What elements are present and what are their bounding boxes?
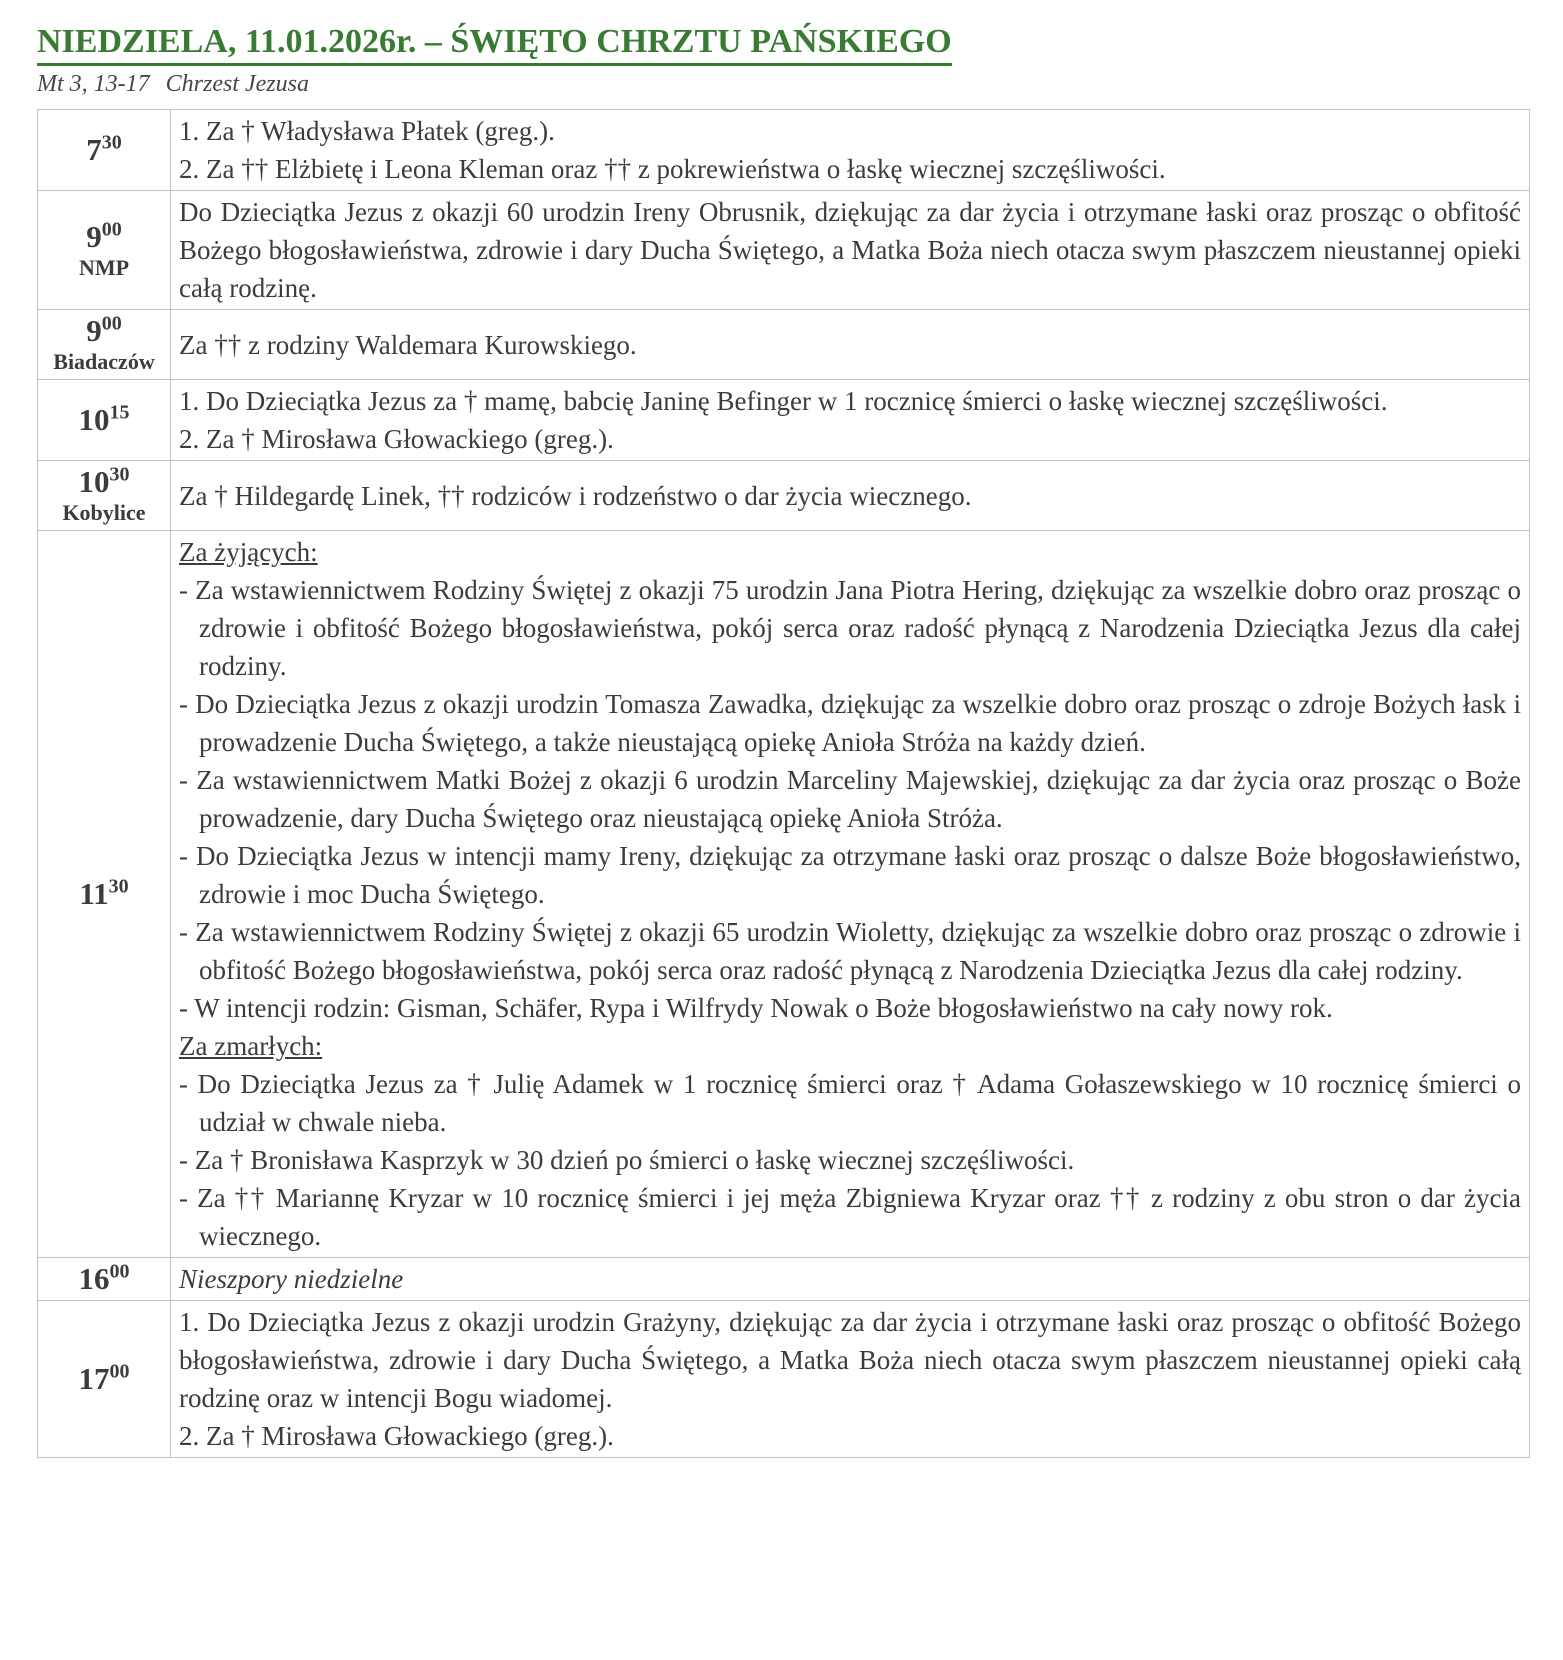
intention-item: - Do Dzieciątka Jezus za † Julię Adamek w 1 rocznicę śmierci oraz † Adama Gołaszewskiego w 10 rocznicę śmierci o udział w chwale nieba.: [179, 1069, 1521, 1138]
intentions-cell: [171, 531, 1530, 1258]
intention-item: 2. Za †† Elżbietę i Leona Kleman oraz †† z pokrewieństwa o łaskę wiecznej szczęśliwości.: [179, 154, 1166, 185]
mass-time-minutes: 00: [101, 312, 122, 335]
mass-time-hour: 16: [78, 1261, 110, 1297]
mass-place-label: Biadaczów: [53, 349, 155, 375]
mass-time-hour: 17: [78, 1361, 110, 1397]
schedule-row: [38, 191, 1530, 310]
schedule-row: [38, 1301, 1530, 1458]
intention-item: Za †† z rodziny Waldemara Kurowskiego.: [179, 329, 637, 360]
mass-time-hour: 9: [86, 313, 102, 349]
mass-time: [40, 1362, 168, 1396]
mass-time-hour: 9: [86, 218, 102, 254]
intentions-cell: [171, 110, 1530, 191]
intention-item: 1. Za † Władysława Płatek (greg.).: [179, 116, 555, 147]
intention-item: - Za wstawiennictwem Matki Bożej z okazji 6 urodzin Marceliny Majewskiej, dziękując za dar życia oraz prosząc o Boże prowadzenie, dary Ducha Świętego oraz nieustającą opiekę Anioła Stróża.: [179, 765, 1521, 834]
mass-time-hour: 11: [79, 876, 109, 912]
mass-time: [40, 220, 168, 254]
intention-item: - Za wstawiennictwem Rodziny Świętej z okazji 65 urodzin Wioletty, dziękując za wszelkie dobro oraz prosząc o zdrowie i obfitość Bożego błogosławieństwa, pokój serca oraz radość płynącą z Narodzenia Dzieciątka Jezus dla całej rodziny.: [179, 917, 1521, 986]
mass-time-minutes: 00: [109, 1260, 130, 1283]
intention-item: - Do Dzieciątka Jezus z okazji urodzin Tomasza Zawadka, dziękując za wszelkie dobro oraz prosząc o zdroje Bożych łask i prowadzenie Ducha Świętego, a także nieustającą opiekę Anioła Stróża na każdy dzień.: [179, 689, 1521, 758]
schedule-row: [38, 310, 1530, 380]
mass-intentions-table: [37, 109, 1530, 1458]
intention-item: Nieszpory niedzielne: [179, 1264, 404, 1295]
time-cell: [38, 191, 171, 310]
time-cell: [38, 461, 171, 531]
mass-time-minutes: 30: [108, 875, 129, 898]
mass-time-hour: 10: [78, 402, 110, 438]
gospel-pericope-title: Chrzest Jezusa: [165, 71, 309, 98]
schedule-body: [38, 110, 1530, 1458]
time-cell: [38, 531, 171, 1258]
schedule-row: [38, 110, 1530, 191]
time-cell: [38, 1301, 171, 1458]
feast-day-heading: NIEDZIELA, 11.01.2026r. – ŚWIĘTO CHRZTU PAŃSKIEGO: [37, 22, 952, 66]
mass-time-hour: 10: [78, 464, 110, 500]
time-cell: [38, 110, 171, 191]
intention-item: 2. Za † Mirosława Głowackiego (greg.).: [179, 424, 614, 455]
schedule-row: [38, 380, 1530, 461]
intention-item: Za zmarłych:: [179, 1031, 323, 1062]
intention-item: - Do Dzieciątka Jezus w intencji mamy Ireny, dziękując za otrzymane łaski oraz prosząc o dalsze Boże błogosławieństwo, zdrowie i moc Ducha Świętego.: [179, 841, 1521, 910]
mass-time: [40, 314, 168, 348]
mass-time: [40, 877, 168, 911]
mass-time-minutes: 15: [109, 401, 130, 424]
mass-time-hour: 7: [86, 132, 102, 168]
mass-place-label: Kobylice: [62, 500, 146, 526]
schedule-row: [38, 461, 1530, 531]
time-cell: [38, 310, 171, 380]
gospel-reference-line: [37, 71, 1530, 98]
intention-item: 1. Do Dzieciątka Jezus z okazji urodzin Grażyny, dziękując za dar życia i otrzymane łaski oraz prosząc o obfitość Bożego błogosławieństwa, zdrowie i dary Ducha Świętego, a Matka Boża niech otacza swym płaszczem nieustannej opieki całą rodzinę oraz w intencji Bogu wiadomej.: [179, 1307, 1521, 1414]
intentions-cell: [171, 461, 1530, 531]
mass-time: [40, 465, 168, 499]
schedule-row: [38, 531, 1530, 1258]
intention-item: 2. Za † Mirosława Głowackiego (greg.).: [179, 1421, 614, 1452]
mass-time: [40, 1262, 168, 1296]
intention-item: - Za † Bronisława Kasprzyk w 30 dzień po śmierci o łaskę wiecznej szczęśliwości.: [179, 1145, 1075, 1176]
mass-time-minutes: 30: [101, 131, 122, 154]
intentions-cell: [171, 310, 1530, 380]
intention-item: Do Dzieciątka Jezus z okazji 60 urodzin Ireny Obrusnik, dziękując za dar życia i otrzymane łaski oraz prosząc o obfitość Bożego błogosławieństwa, zdrowie i dary Ducha Świętego, a Matka Boża niech otacza swym płaszczem nieustannej opieki całą rodzinę.: [179, 197, 1521, 304]
mass-time-minutes: 00: [109, 1360, 130, 1383]
mass-place-label: NMP: [78, 254, 130, 280]
schedule-row: [38, 1258, 1530, 1301]
intention-item: Za żyjących:: [179, 537, 318, 568]
mass-time-minutes: 30: [109, 463, 130, 486]
time-cell: [38, 380, 171, 461]
time-cell: [38, 1258, 171, 1301]
intention-item: 1. Do Dzieciątka Jezus za † mamę, babcię Janinę Befinger w 1 rocznicę śmierci o łaskę wiecznej szczęśliwości.: [179, 386, 1388, 417]
intention-item: Za † Hildegardę Linek, †† rodziców i rodzeństwo o dar życia wiecznego.: [179, 480, 972, 511]
mass-time: [40, 133, 168, 167]
gospel-citation: Mt 3, 13-17: [37, 71, 150, 98]
intention-item: - W intencji rodzin: Gisman, Schäfer, Rypa i Wilfrydy Nowak o Boże błogosławieństwo na cały nowy rok.: [179, 993, 1333, 1024]
page-title: [37, 22, 1530, 66]
intention-item: - Za †† Mariannę Kryzar w 10 rocznicę śmierci i jej męża Zbigniewa Kryzar oraz †† z rodziny z obu stron o dar życia wiecznego.: [179, 1183, 1521, 1252]
intentions-cell: [171, 380, 1530, 461]
mass-time: [40, 403, 168, 437]
intentions-cell: [171, 191, 1530, 310]
intentions-cell: [171, 1301, 1530, 1458]
intentions-cell: [171, 1258, 1530, 1301]
mass-time-minutes: 00: [101, 218, 122, 241]
intention-item: - Za wstawiennictwem Rodziny Świętej z okazji 75 urodzin Jana Piotra Hering, dziękując za wszelkie dobro oraz prosząc o zdrowie i obfitość Bożego błogosławieństwa, pokój serca oraz radość płynącą z Narodzenia Dzieciątka Jezus dla całej rodziny.: [179, 575, 1521, 682]
